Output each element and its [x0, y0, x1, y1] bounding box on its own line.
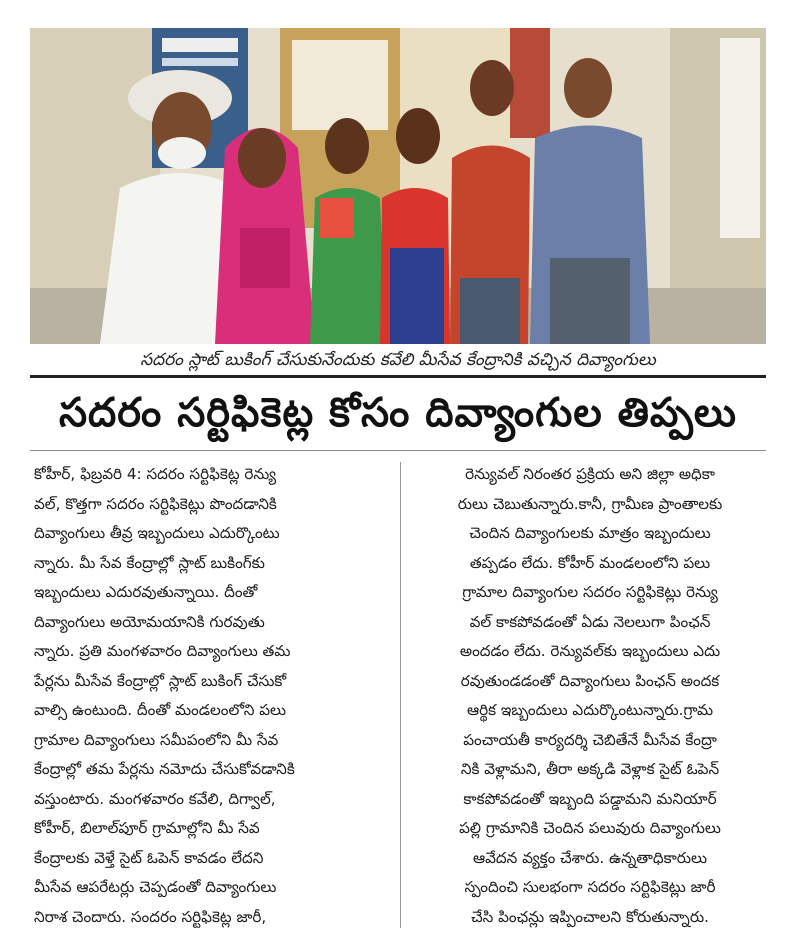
article-line: వాల్సి ఉంటుంది. దీంతో మండలంలోని పలు [34, 701, 287, 719]
article-line: రులు చెబుతున్నారు.కానీ, గ్రామీణ ప్రాంతాలకు [457, 494, 723, 513]
article-line: రెన్యువల్ నిరంతర ప్రక్రియ అని జిల్లా అధికా [465, 465, 715, 483]
article-line: ఇబ్బందులు ఎదురవుతున్నాయి. దీంతో [34, 583, 258, 601]
article-line: కేంద్రాలకు వెళ్తే సైట్ ఓపెన్ కావడం లేదని [34, 848, 264, 867]
news-photo [30, 28, 766, 344]
article-line: కోహీర్, ఫిబ్రవరి 4: సదరం సర్టిఫికెట్ల రెన్యు [34, 465, 277, 483]
article-line: నికి వెళ్లామని, తీరా అక్కడి వెళ్లాక సైట్ ఓపెన్ [460, 760, 720, 778]
article-line: దివ్యాంగులు అయోమయానికి గురవుతు [34, 612, 265, 631]
article-line: పేర్లను మీసేవ కేంద్రాల్లో స్లాట్ బుకింగ్ చేసుకో [34, 671, 287, 690]
article-line: న్నారు. మీ సేవ కేంద్రాల్లో స్లాట్ బుకింగ్‌కు [34, 553, 265, 572]
article-line: మీసేవ ఆపరేటర్లు చెప్పడంతో దివ్యాంగులు [34, 878, 277, 896]
article-column-right [414, 460, 766, 932]
photo-caption: సదరం స్లాట్ బుకింగ్ చేసుకునేందుకు కవేలి మీసేవ కేంద్రానికి వచ్చిన దివ్యాంగులు [30, 348, 766, 378]
article-line: ఆవేదన వ్యక్తం చేశారు. ఉన్నతాధికారులు [472, 848, 708, 867]
article-line: స్పందించి సులభంగా సదరం సర్టిఫికెట్లు జారీ [464, 878, 716, 896]
article-line: కేంద్రాల్లో తమ పేర్లను నమోదు చేసుకోవడానికి [34, 760, 295, 778]
article-line: అందడం లేదు. రెన్యువల్‌కు ఇబ్బందులు ఎదు [459, 642, 721, 660]
column-divider [400, 462, 401, 928]
article-line: గ్రామాల దివ్యాంగుల సదరం సర్టిఫికెట్లు రెన్యు [462, 583, 718, 601]
article-line: న్నారు. ప్రతి మంగళవారం దివ్యాంగులు తమ [34, 642, 291, 660]
article-line: కాకపోవడంతో ఇబ్బంది పడ్డామని మనియార్ [463, 789, 717, 808]
article-line: కోహీర్, బిలాల్‌పూర్ గ్రామాల్లోని మీ సేవ [34, 819, 260, 837]
headline: సదరం సర్టిఫికెట్ల కోసం దివ్యాంగుల తిప్పలు [30, 386, 766, 451]
article-line: ఆర్థిక ఇబ్బందులు ఎదుర్కొంటున్నారు.గ్రామ [466, 701, 714, 719]
article-line: తప్పడం లేదు. కోహీర్ మండలంలోని పలు [469, 553, 711, 572]
article-line: నిరాశ చెందారు. సందరం సర్టిఫికెట్ల జారీ, [34, 907, 267, 926]
article-line: పల్లి గ్రామానికి చెందిన పలువురు దివ్యాంగులు [459, 819, 721, 837]
photo-illustration [30, 28, 766, 344]
article-line: దివ్యాంగులు తీవ్ర ఇబ్బందులు ఎదుర్కొంటు [34, 524, 280, 542]
article-column-left [34, 460, 386, 932]
article-line: గ్రామాల దివ్యాంగులు సమీపంలోని మీ సేవ [34, 730, 279, 749]
article-line: చెందిన దివ్యాంగులకు మాత్రం ఇబ్బందులు [469, 524, 711, 542]
article-line: వస్తుంటారు. మంగళవారం కవేలి, దిగ్వాల్, [34, 789, 276, 808]
article-line: వల్, కొత్తగా సదరం సర్టిఫికెట్లు పొందడానికి [34, 494, 277, 513]
article-line: రవుతుండడంతో దివ్యాంగులు పింఛన్ అందక [460, 671, 720, 690]
article-line: పంచాయతీ కార్యదర్శి చెబితేనే మీసేవ కేంద్రా [463, 730, 717, 749]
article-line: వల్ కాకపోవడంతో ఏడు నెలలుగా పింఛన్ [469, 612, 711, 631]
article-line: చేసి పింఛన్లు ఇప్పించాలని కోరుతున్నారు. [471, 907, 709, 926]
